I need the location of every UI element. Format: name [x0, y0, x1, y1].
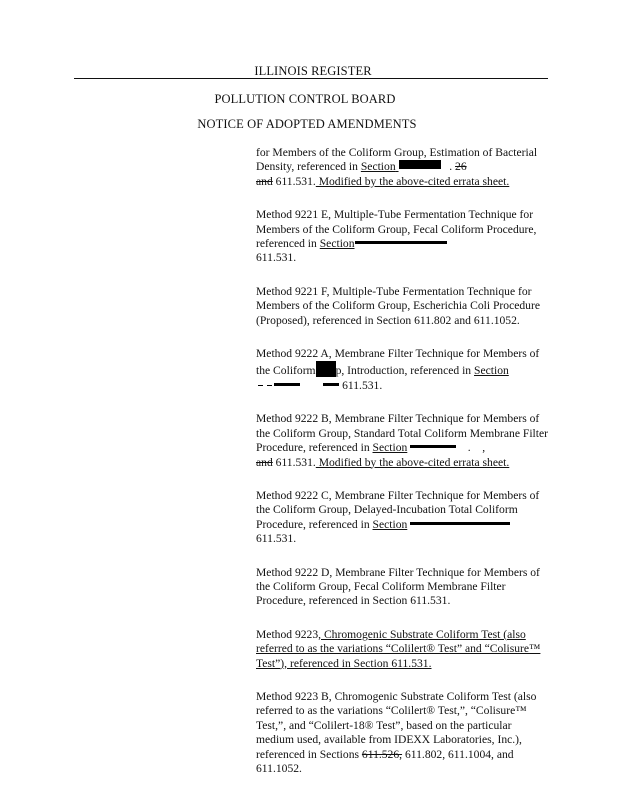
document-body: [256, 146, 552, 795]
redaction-mark: [274, 383, 300, 386]
paragraph-9221e: Method 9221 E, Multiple-Tube Fermentation Technique for Members of the Coliform Group, Fecal Coliform Procedure, referenced in Section 611.531.: [256, 208, 537, 265]
redaction-mark: [355, 241, 447, 244]
paragraph-9223: Method 9223, Chromogenic Substrate Coliform Test (also referred to as the variations “Colilert® Test” and “Colisure™ Test”), referenced in Section 611.531.: [256, 627, 541, 670]
paragraph-9223b: Method 9223 B, Chromogenic Substrate Coliform Test (also referred to as the variations “Colilert® Test,”, “Colisure™ Test,”, and “Colilert-18® Test”, based on the particular medium used, available from IDEXX Laboratories, Inc.), referenced in Sections 611.526, 611.802, 611.1004, and 611.1052.: [256, 689, 537, 775]
paragraph-9221f: Method 9221 F, Multiple-Tube Fermentation Technique for Members of the Coliform Group, Escherichia Coli Procedure (Proposed), referenced in Section 611.802 and 611.1052.: [256, 284, 540, 327]
redaction-mark: [316, 361, 336, 377]
notice-title: NOTICE OF ADOPTED AMENDMENTS: [197, 117, 417, 131]
paragraph-9222c: Method 9222 C, Membrane Filter Technique for Members of the Coliform Group, Delayed-Incubation Total Coliform Procedure, referenced in Section 611.531.: [256, 488, 540, 546]
redaction-mark: [410, 445, 456, 448]
paragraph-9222b: Method 9222 B, Membrane Filter Technique for Members of the Coliform Group, Standard Total Coliform Membrane Filter Procedure, referenced in Section . , and 611.531. Modified by the above-cited errata sheet.: [256, 412, 548, 469]
redaction-mark: [323, 383, 339, 386]
register-title: ILLINOIS REGISTER: [254, 64, 372, 78]
redaction-mark: [399, 160, 441, 169]
agency-name: POLLUTION CONTROL BOARD: [214, 92, 396, 106]
redaction-mark: [410, 522, 510, 525]
paragraph-9222a: Method 9222 A, Membrane Filter Technique for Members of the Coliform p, Introduction, referenced in Section 611.531.: [256, 347, 540, 392]
paragraph-9222d: Method 9222 D, Membrane Filter Technique for Members of the Coliform Group, Fecal Coliform Membrane Filter Procedure, referenced in Section 611.531.: [256, 565, 540, 608]
paragraph-9221d: for Members of the Coliform Group, Estimation of Bacterial Density, referenced in Section . 26 and 611.531. Modified by the above-cited errata sheet.: [256, 146, 538, 188]
